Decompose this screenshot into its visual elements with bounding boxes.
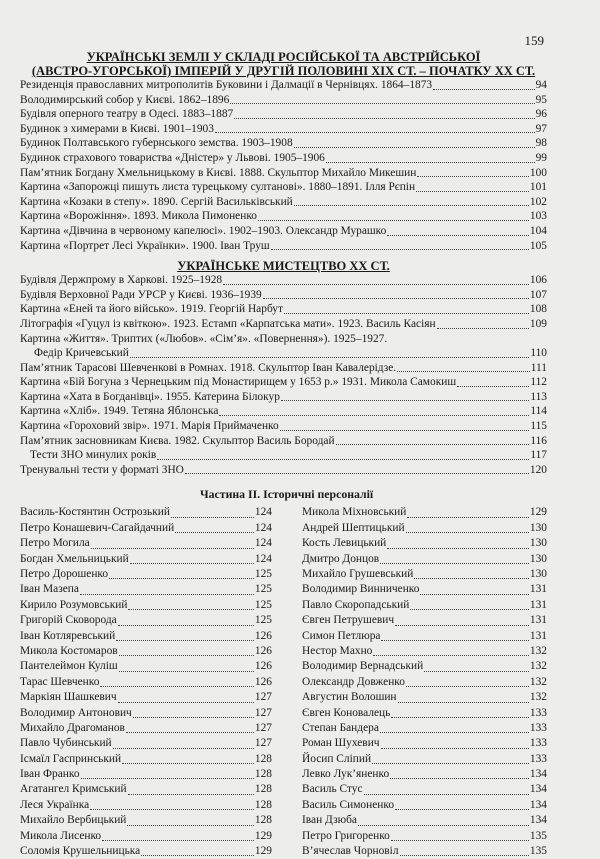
toc-entry-page: 126 xyxy=(254,629,272,642)
toc-entry-page: 125 xyxy=(254,598,272,611)
toc-entry-page: 129 xyxy=(254,845,272,858)
dot-leader xyxy=(271,249,529,250)
toc-entry-title: Петро Григоренко xyxy=(302,829,390,842)
toc-entry-title: Тарас Шевченко xyxy=(20,675,100,688)
toc-entry-page: 134 xyxy=(529,783,547,796)
toc-entry-page: 131 xyxy=(529,614,547,627)
toc-entry-page: 101 xyxy=(529,181,547,194)
toc-entry-page: 110 xyxy=(530,347,547,360)
toc-entry-title: Роман Шухевич xyxy=(302,737,380,750)
toc-entry-title: Степан Бандера xyxy=(302,721,379,734)
toc-entry[interactable] xyxy=(20,690,272,705)
toc-entry-page: 131 xyxy=(529,629,547,642)
toc-entry-page: 134 xyxy=(529,798,547,811)
toc-entry[interactable] xyxy=(20,239,547,254)
toc-entry-page: 103 xyxy=(529,210,547,223)
toc-entry-title: Богдан Хмельницький xyxy=(20,552,129,565)
toc-entry-title: Дмитро Донцов xyxy=(302,552,380,565)
toc-entry-title: Тести ЗНО минулих років xyxy=(30,449,157,462)
toc-entry-title: Будинок Полтавського губернського земства. 1903–1908 xyxy=(20,137,293,150)
toc-entry-title: Симон Петлюра xyxy=(302,629,381,642)
toc-entry-title: Михайло Грушевський xyxy=(302,567,414,580)
toc-entry-page: 109 xyxy=(529,317,547,330)
toc-entry[interactable] xyxy=(20,659,272,674)
toc-entry-title: Павло Скоропадський xyxy=(302,598,410,611)
dot-leader xyxy=(391,840,529,841)
toc-entry[interactable] xyxy=(302,798,547,813)
toc-entry-title: Василь-Костянтин Острозький xyxy=(20,506,170,519)
toc-entry-page: 125 xyxy=(254,567,272,580)
toc-entry[interactable] xyxy=(20,813,272,828)
toc-entry-page: 95 xyxy=(535,93,547,106)
dot-leader xyxy=(364,794,529,795)
dot-leader xyxy=(109,578,254,579)
toc-entry-page: 113 xyxy=(530,390,547,403)
toc-entry-title: Будівля оперного театру в Одесі. 1883–1887 xyxy=(20,108,234,121)
toc-entry-page: 94 xyxy=(535,79,547,91)
toc-entry-title: Леся Українка xyxy=(20,798,90,811)
dot-leader xyxy=(336,444,530,445)
toc-entry-title: Будівля Держпрому в Харкові. 1925–1928 xyxy=(20,274,223,287)
toc-entry[interactable] xyxy=(20,613,272,628)
dot-leader xyxy=(395,809,529,810)
toc-entry-page: 131 xyxy=(529,583,547,596)
toc-entry[interactable] xyxy=(302,690,547,705)
toc-entry-page: 106 xyxy=(529,274,547,287)
dot-leader xyxy=(141,855,254,856)
dot-leader xyxy=(113,748,254,749)
toc-entry-title: В’ячеслав Чорновіл xyxy=(302,845,399,858)
toc-entry-page: 135 xyxy=(529,845,547,858)
toc-entry-title: Картина «Козаки в степу». 1890. Сергій Васильківський xyxy=(20,195,293,208)
toc-entry[interactable] xyxy=(20,536,272,551)
table-of-contents xyxy=(20,50,547,859)
toc-entry-page: 135 xyxy=(529,829,547,842)
toc-entry[interactable] xyxy=(20,404,547,419)
toc-entry-page: 127 xyxy=(254,737,272,750)
dot-leader xyxy=(219,415,529,416)
toc-entry[interactable] xyxy=(20,552,272,567)
dot-leader xyxy=(387,235,529,236)
dot-leader xyxy=(380,732,529,733)
toc-entry-page: 98 xyxy=(535,137,547,150)
toc-entry-title: Григорій Сковорода xyxy=(20,614,117,627)
toc-entry-title: Августин Волошин xyxy=(302,691,397,704)
toc-entry[interactable] xyxy=(20,302,547,317)
toc-entry-title: Картина «Еней та його військо». 1919. Георгій Нарбут xyxy=(20,303,283,316)
dot-leader xyxy=(280,430,530,431)
dot-leader xyxy=(424,671,529,672)
toc-entry[interactable] xyxy=(20,122,547,137)
toc-entry[interactable] xyxy=(302,582,547,597)
dot-leader xyxy=(91,548,254,549)
toc-entry-page: 104 xyxy=(529,224,547,237)
toc-entry-title: Володимир Антонович xyxy=(20,706,132,719)
dot-leader xyxy=(400,855,529,856)
toc-entry[interactable] xyxy=(20,752,272,767)
toc-entry-page: 96 xyxy=(535,108,547,121)
section-2-title: УКРАЇНСЬКЕ МИСТЕЦТВО ХХ СТ. xyxy=(177,259,390,274)
toc-entry-title: Картина «Ворожіння». 1893. Микола Пимоненко xyxy=(20,210,257,223)
toc-entry-title: Микола Костомаров xyxy=(20,644,118,657)
dot-leader xyxy=(414,578,529,579)
toc-entry[interactable] xyxy=(20,180,547,195)
toc-entry-page: 133 xyxy=(529,752,547,765)
toc-entry-page: 117 xyxy=(530,449,547,462)
dot-leader xyxy=(416,191,529,192)
toc-entry[interactable] xyxy=(20,434,547,449)
toc-entry-title: Андрей Шептицький xyxy=(302,521,405,534)
toc-entry-title: Василь Симоненко xyxy=(302,798,395,811)
toc-entry[interactable] xyxy=(20,273,547,288)
toc-entry[interactable] xyxy=(20,767,272,782)
toc-entry-page: 127 xyxy=(254,691,272,704)
dot-leader xyxy=(116,640,254,641)
dot-leader xyxy=(100,686,254,687)
dot-leader xyxy=(420,594,528,595)
toc-entry-page: 115 xyxy=(530,420,547,433)
toc-entry[interactable] xyxy=(20,375,547,390)
toc-entry-title: Ісмаїл Гаспринський xyxy=(20,752,122,765)
toc-entry[interactable] xyxy=(20,505,272,520)
dot-leader xyxy=(119,671,254,672)
dot-leader xyxy=(263,298,529,299)
toc-entry-page: 128 xyxy=(254,768,272,781)
toc-entry-title: Левко Лук’яненко xyxy=(302,768,390,781)
dot-leader xyxy=(130,563,254,564)
toc-entry[interactable] xyxy=(20,136,547,151)
toc-entry-title: Василь Стус xyxy=(302,783,363,796)
toc-entry-title: Олександр Довженко xyxy=(302,675,405,688)
toc-entry[interactable] xyxy=(20,209,547,224)
toc-entry[interactable] xyxy=(302,782,547,797)
dot-leader xyxy=(90,809,254,810)
dot-leader xyxy=(397,371,530,372)
toc-entry-page: 134 xyxy=(529,768,547,781)
dot-leader xyxy=(128,794,254,795)
personalities-columns xyxy=(20,505,547,859)
toc-entry[interactable] xyxy=(20,195,547,210)
toc-entry[interactable] xyxy=(20,151,547,166)
toc-entry-page: 130 xyxy=(529,521,547,534)
personalities-right-column xyxy=(302,505,547,859)
toc-entry-page: 108 xyxy=(529,303,547,316)
toc-entry[interactable] xyxy=(20,390,547,405)
toc-entry[interactable] xyxy=(302,552,547,567)
toc-entry-title: Петро Конашевич-Сагайдачний xyxy=(20,521,175,534)
toc-entry[interactable] xyxy=(20,107,547,122)
toc-entry-title: Петро Могила xyxy=(20,537,90,550)
toc-entry[interactable] xyxy=(20,721,272,736)
toc-entry[interactable] xyxy=(20,463,547,478)
dot-leader xyxy=(281,400,529,401)
toc-entry-page: 99 xyxy=(535,151,547,164)
section-1-title-line-2: (АВСТРО-УГОРСЬКОЇ) ІМПЕРІЙ У ДРУГІЙ ПОЛОВИНІ ХІХ СТ. – ПОЧАТКУ ХХ СТ. xyxy=(31,64,536,78)
toc-entry[interactable] xyxy=(20,224,547,239)
toc-entry-page: 128 xyxy=(254,752,272,765)
toc-entry[interactable] xyxy=(20,332,547,347)
toc-entry-title: Пантелеймон Куліш xyxy=(20,660,118,673)
toc-entry-page: 131 xyxy=(529,598,547,611)
toc-entry-page: 112 xyxy=(530,376,547,389)
toc-entry-page: 129 xyxy=(254,829,272,842)
toc-entry-title: Іван Мазепа xyxy=(20,583,79,596)
dot-leader xyxy=(118,625,254,626)
dot-leader xyxy=(128,609,253,610)
toc-entry-title: Євген Коновалець xyxy=(302,706,391,719)
toc-entry-title: Йосип Сліпий xyxy=(302,752,372,765)
toc-entry-page: 130 xyxy=(529,552,547,565)
toc-entry-page: 130 xyxy=(529,567,547,580)
personalities-left-column xyxy=(20,505,272,859)
toc-entry-title: Володимирський собор у Києві. 1862–1896 xyxy=(20,93,230,106)
dot-leader xyxy=(380,563,529,564)
toc-entry[interactable] xyxy=(302,675,547,690)
toc-entry[interactable] xyxy=(302,752,547,767)
toc-entry-title: Будівля Верховної Ради УРСР у Києві. 1936–1939 xyxy=(20,288,262,301)
dot-leader xyxy=(457,386,529,387)
toc-entry-page: 129 xyxy=(529,506,547,519)
toc-entry-title: Володимир Вернадський xyxy=(302,660,424,673)
toc-entry-page: 133 xyxy=(529,706,547,719)
toc-entry[interactable] xyxy=(20,317,547,332)
toc-entry-title: Євген Петрушевич xyxy=(302,614,395,627)
toc-entry[interactable] xyxy=(302,613,547,628)
toc-entry-title: Агатангел Кримський xyxy=(20,783,127,796)
dot-leader xyxy=(171,517,254,518)
toc-entry-title: Соломія Крушельницька xyxy=(20,845,141,858)
toc-entry-title: Микола Лисенко xyxy=(20,829,102,842)
toc-entry[interactable] xyxy=(302,505,547,520)
toc-entry-page: 127 xyxy=(254,706,272,719)
toc-entry[interactable] xyxy=(20,598,272,613)
toc-entry-page: 116 xyxy=(530,434,547,447)
toc-entry-title: Кирило Розумовський xyxy=(20,598,128,611)
dot-leader xyxy=(185,473,529,474)
toc-entry-title: Іван Франко xyxy=(20,768,80,781)
dot-leader xyxy=(234,118,534,119)
toc-entry-page: 125 xyxy=(254,583,272,596)
toc-entry[interactable] xyxy=(302,659,547,674)
toc-entry-title: Федір Кричевський xyxy=(34,347,129,360)
toc-entry-page: 127 xyxy=(254,721,272,734)
dot-leader xyxy=(126,732,254,733)
toc-entry-page: 132 xyxy=(529,644,547,657)
dot-leader xyxy=(230,103,534,104)
toc-entry-title: Картина «Гороховий звір». 1971. Марія Приймаченко xyxy=(20,420,279,433)
section-1-list xyxy=(20,78,547,253)
dot-leader xyxy=(133,717,254,718)
toc-entry-page: 107 xyxy=(529,288,547,301)
toc-entry-title: Іван Котляревський xyxy=(20,629,116,642)
toc-entry[interactable] xyxy=(20,675,272,690)
dot-leader xyxy=(381,640,528,641)
toc-entry[interactable] xyxy=(20,582,272,597)
section-2-list xyxy=(20,273,547,477)
toc-entry-page: 111 xyxy=(530,361,547,374)
toc-entry-title: Картина «Хата в Богданівці». 1955. Катерина Білокур xyxy=(20,390,280,403)
dot-leader xyxy=(326,162,535,163)
toc-entry[interactable] xyxy=(302,536,547,551)
toc-entry-page: 124 xyxy=(254,506,272,519)
dot-leader xyxy=(130,357,529,358)
toc-entry[interactable] xyxy=(302,567,547,582)
dot-leader xyxy=(372,763,529,764)
toc-entry[interactable] xyxy=(20,829,272,844)
dot-leader xyxy=(223,284,529,285)
toc-entry-page: 105 xyxy=(529,239,547,252)
toc-entry[interactable] xyxy=(302,644,547,659)
toc-entry-title: Картина «Дівчина в червоному капелюсі». 1902–1903. Олександр Мурашко xyxy=(20,224,387,237)
toc-entry-page: 97 xyxy=(535,122,547,135)
toc-entry-title: Картина «Портрет Лесі Українки». 1900. Іван Труш xyxy=(20,239,270,252)
toc-entry-page: 133 xyxy=(529,721,547,734)
toc-entry-page: 100 xyxy=(529,166,547,179)
toc-entry-page: 124 xyxy=(254,521,272,534)
toc-entry-title: Картина «Хліб». 1949. Тетяна Яблонська xyxy=(20,405,219,418)
dot-leader xyxy=(410,609,529,610)
toc-entry[interactable] xyxy=(20,448,547,463)
toc-entry-title: Михайло Драгоманов xyxy=(20,721,125,734)
toc-entry-title: Павло Чубинський xyxy=(20,737,112,750)
toc-entry[interactable] xyxy=(302,706,547,721)
toc-entry[interactable] xyxy=(20,798,272,813)
dot-leader xyxy=(175,532,254,533)
toc-entry[interactable] xyxy=(20,166,547,181)
toc-entry[interactable] xyxy=(20,706,272,721)
toc-entry[interactable] xyxy=(20,736,272,751)
toc-entry[interactable] xyxy=(302,598,547,613)
toc-entry[interactable] xyxy=(20,567,272,582)
toc-entry-title: Іван Дзюба xyxy=(302,814,357,827)
toc-entry[interactable] xyxy=(302,721,547,736)
toc-entry-page: 114 xyxy=(530,405,547,418)
toc-entry-title: Маркіян Шашкевич xyxy=(20,691,117,704)
dot-leader xyxy=(122,763,254,764)
dot-leader xyxy=(215,132,535,133)
dot-leader xyxy=(81,778,254,779)
toc-entry-title: Тренувальні тести у форматі ЗНО xyxy=(20,463,184,476)
dot-leader xyxy=(80,594,254,595)
toc-entry[interactable] xyxy=(20,782,272,797)
toc-entry-page: 126 xyxy=(254,644,272,657)
dot-leader xyxy=(284,313,529,314)
dot-leader xyxy=(294,147,535,148)
toc-entry[interactable] xyxy=(20,288,547,303)
toc-entry[interactable] xyxy=(20,78,547,93)
toc-entry-page: 132 xyxy=(529,675,547,688)
dot-leader xyxy=(406,686,529,687)
toc-entry-page: 132 xyxy=(529,691,547,704)
page-number: 159 xyxy=(524,33,544,48)
toc-entry-page: 126 xyxy=(254,675,272,688)
toc-entry-title: Літографія «Гуцул із квіткою». 1923. Естамп «Карпатська мати». 1923. Василь Касіян xyxy=(20,317,436,330)
toc-entry[interactable] xyxy=(302,736,547,751)
toc-entry[interactable] xyxy=(302,767,547,782)
toc-entry-page: 126 xyxy=(254,660,272,673)
toc-entry-title: Микола Міхновський xyxy=(302,506,407,519)
dot-leader xyxy=(358,825,529,826)
toc-entry-page: 128 xyxy=(254,798,272,811)
dot-leader xyxy=(119,655,254,656)
toc-entry-title: Михайло Вербицький xyxy=(20,814,127,827)
toc-entry-title: Петро Дорошенко xyxy=(20,567,109,580)
part-2-title: Частина ІІ. Історичні персоналії xyxy=(200,487,374,502)
toc-entry-title: Кость Левицький xyxy=(302,537,387,550)
toc-entry[interactable] xyxy=(20,346,547,361)
dot-leader xyxy=(157,459,529,460)
toc-entry-page: 132 xyxy=(529,660,547,673)
toc-entry-title: Резиденція православних митрополитів Буковини і Далмації в Чернівцях. 1864–1873 xyxy=(20,79,433,91)
toc-entry-page: 120 xyxy=(529,463,547,476)
dot-leader xyxy=(294,205,529,206)
toc-entry-title: Пам’ятник засновникам Києва. 1982. Скульптор Василь Бородай xyxy=(20,434,335,447)
toc-entry-page: 125 xyxy=(254,614,272,627)
toc-entry[interactable] xyxy=(20,419,547,434)
toc-entry-page: 130 xyxy=(529,537,547,550)
dot-leader xyxy=(417,176,529,177)
toc-entry-title: Пам’ятник Тарасові Шевченкові в Ромнах. 1918. Скульптор Іван Кавалерідзе. xyxy=(20,361,397,374)
dot-leader xyxy=(387,548,529,549)
toc-entry[interactable] xyxy=(20,93,547,108)
toc-entry[interactable] xyxy=(302,829,547,844)
toc-entry-page: 124 xyxy=(254,537,272,550)
toc-entry-page: 128 xyxy=(254,814,272,827)
dot-leader xyxy=(433,89,535,90)
toc-entry[interactable] xyxy=(302,521,547,536)
dot-leader xyxy=(390,778,529,779)
dot-leader xyxy=(437,328,529,329)
toc-entry-page: 128 xyxy=(254,783,272,796)
toc-entry-title: Володимир Винниченко xyxy=(302,583,420,596)
dot-leader xyxy=(381,748,529,749)
dot-leader xyxy=(406,532,529,533)
toc-entry[interactable] xyxy=(302,629,547,644)
toc-entry-page: 124 xyxy=(254,552,272,565)
dot-leader xyxy=(102,840,254,841)
toc-entry-page: 134 xyxy=(529,814,547,827)
section-1-title-line-1: УКРАЇНСЬКІ ЗЕМЛІ У СКЛАДІ РОСІЙСЬКОЇ ТА АВСТРІЙСЬКОЇ xyxy=(86,50,481,64)
toc-entry-page: 102 xyxy=(529,195,547,208)
dot-leader xyxy=(398,702,529,703)
toc-entry-title: Будинок страхового товариства «Дністер» у Львові. 1905–1906 xyxy=(20,151,325,164)
toc-entry[interactable] xyxy=(20,361,547,376)
toc-entry-title: Будинок з химерами в Києві. 1901–1903 xyxy=(20,122,214,135)
toc-entry-title: Пам’ятник Богдану Хмельницькому в Києві. 1888. Скульптор Михайло Микешин xyxy=(20,166,417,179)
toc-entry-page: 133 xyxy=(529,737,547,750)
dot-leader xyxy=(395,625,529,626)
dot-leader xyxy=(373,655,529,656)
dot-leader xyxy=(118,702,254,703)
dot-leader xyxy=(127,825,254,826)
toc-entry-title: Картина «Життя». Триптих («Любов». «Сім’я». «Повернення»). 1925–1927. xyxy=(20,332,388,345)
toc-entry-title: Картина «Запорожці пишуть листа турецькому султанові». 1880–1891. Ілля Рєпін xyxy=(20,181,416,194)
toc-entry[interactable] xyxy=(302,813,547,828)
dot-leader xyxy=(391,717,529,718)
dot-leader xyxy=(407,517,529,518)
toc-entry[interactable] xyxy=(20,521,272,536)
toc-entry[interactable] xyxy=(20,629,272,644)
toc-entry-title: Нестор Махно xyxy=(302,644,373,657)
toc-entry[interactable] xyxy=(20,644,272,659)
dot-leader xyxy=(258,220,529,221)
toc-entry-title: Картина «Бій Богуна з Чернецьким під Монастирищем у 1653 р.» 1931. Микола Самокиш xyxy=(20,376,457,389)
